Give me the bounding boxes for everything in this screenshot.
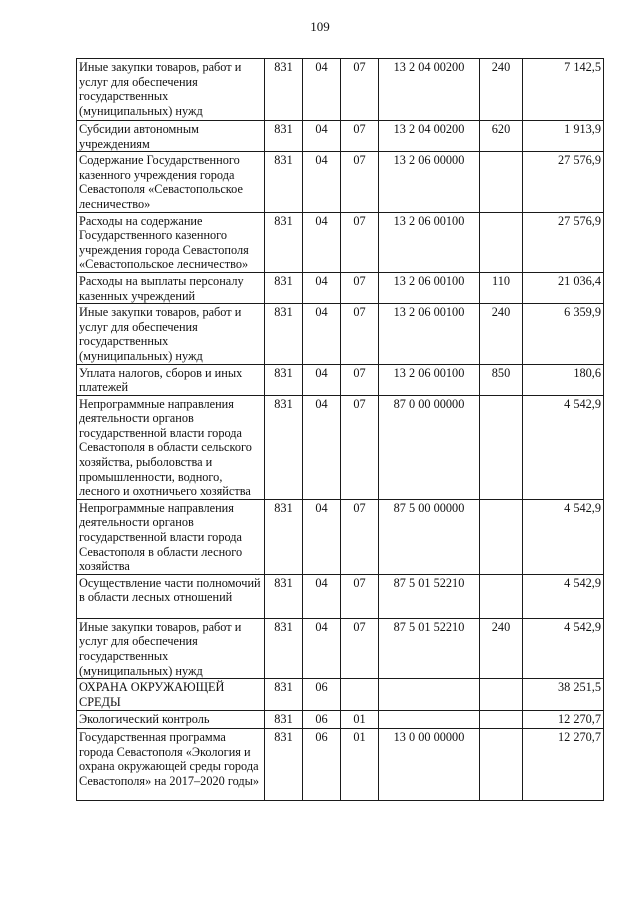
row-name: Непрограммные направления деятельности органов государственной власти города Севастополя в области сельского хозяйства, рыболовства и промышленности, водного, лесного и охотничьего хозяйства [77,395,265,499]
table-row [77,59,604,121]
row-amount: 1 913,9 [523,121,604,152]
row-subsection-code [341,679,379,711]
row-expense-type [480,395,523,499]
row-section-code: 04 [303,121,341,152]
row-subsection-code: 07 [341,618,379,678]
table-row [77,212,604,272]
table-row [77,574,604,618]
row-target-article: 13 2 06 00100 [379,304,480,364]
row-amount: 4 542,9 [523,395,604,499]
row-ministry-code: 831 [265,395,303,499]
row-target-article: 13 2 06 00100 [379,364,480,395]
row-ministry-code: 831 [265,618,303,678]
table-row [77,729,604,801]
row-expense-type: 620 [480,121,523,152]
row-expense-type [480,499,523,574]
row-ministry-code: 831 [265,574,303,618]
row-name: Расходы на выплаты персоналу казенных учреждений [77,272,265,303]
row-name: Иные закупки товаров, работ и услуг для обеспечения государственных (муниципальных) нужд [77,618,265,678]
row-section-code: 04 [303,59,341,121]
table-row [77,395,604,499]
row-section-code: 06 [303,679,341,711]
row-amount: 12 270,7 [523,729,604,801]
row-subsection-code: 01 [341,729,379,801]
row-section-code: 04 [303,395,341,499]
row-subsection-code: 07 [341,212,379,272]
page-number: 109 [310,19,330,34]
row-subsection-code: 07 [341,121,379,152]
row-name: Иные закупки товаров, работ и услуг для обеспечения государственных (муниципальных) нужд [77,304,265,364]
row-amount: 6 359,9 [523,304,604,364]
row-subsection-code: 01 [341,711,379,729]
table-row [77,121,604,152]
row-target-article: 87 5 01 52210 [379,574,480,618]
table-row [77,499,604,574]
row-target-article: 87 0 00 00000 [379,395,480,499]
row-section-code: 04 [303,304,341,364]
row-name: Расходы на содержание Государственного казенного учреждения города Севастополя «Севастопольское лесничество» [77,212,265,272]
row-ministry-code: 831 [265,152,303,212]
row-target-article: 87 5 01 52210 [379,618,480,678]
row-ministry-code: 831 [265,272,303,303]
table-row [77,711,604,729]
row-target-article: 13 2 06 00100 [379,272,480,303]
row-amount: 12 270,7 [523,711,604,729]
row-name: Субсидии автономным учреждениям [77,121,265,152]
table-row [77,679,604,711]
row-expense-type: 240 [480,304,523,364]
row-amount: 21 036,4 [523,272,604,303]
row-expense-type: 240 [480,59,523,121]
row-amount: 27 576,9 [523,152,604,212]
budget-table [76,58,604,801]
row-name: Экологический контроль [77,711,265,729]
row-section-code: 06 [303,711,341,729]
row-target-article: 13 2 04 00200 [379,121,480,152]
row-expense-type [480,711,523,729]
row-section-code: 04 [303,152,341,212]
row-expense-type [480,152,523,212]
row-name: Уплата налогов, сборов и иных платежей [77,364,265,395]
row-section-code: 06 [303,729,341,801]
row-subsection-code: 07 [341,499,379,574]
row-amount: 4 542,9 [523,618,604,678]
row-amount: 27 576,9 [523,212,604,272]
row-amount: 180,6 [523,364,604,395]
row-expense-type: 240 [480,618,523,678]
row-amount: 4 542,9 [523,574,604,618]
row-section-code: 04 [303,364,341,395]
row-ministry-code: 831 [265,499,303,574]
row-target-article: 13 2 06 00000 [379,152,480,212]
row-name: ОХРАНА ОКРУЖАЮЩЕЙ СРЕДЫ [77,679,265,711]
row-subsection-code: 07 [341,364,379,395]
row-ministry-code: 831 [265,711,303,729]
row-ministry-code: 831 [265,304,303,364]
row-name: Государственная программа города Севастополя «Экология и охрана окружающей среды города Севастополя» на 2017–2020 годы» [77,729,265,801]
row-subsection-code: 07 [341,59,379,121]
row-ministry-code: 831 [265,729,303,801]
table-row [77,152,604,212]
row-ministry-code: 831 [265,59,303,121]
row-name: Непрограммные направления деятельности органов государственной власти города Севастополя в области лесного хозяйства [77,499,265,574]
row-subsection-code: 07 [341,574,379,618]
row-name: Содержание Государственного казенного учреждения города Севастополя «Севастопольское лесничество» [77,152,265,212]
row-section-code: 04 [303,272,341,303]
row-ministry-code: 831 [265,212,303,272]
row-section-code: 04 [303,618,341,678]
table-row [77,364,604,395]
row-section-code: 04 [303,574,341,618]
row-expense-type [480,212,523,272]
row-section-code: 04 [303,499,341,574]
row-amount: 7 142,5 [523,59,604,121]
row-target-article: 13 0 00 00000 [379,729,480,801]
table-row [77,272,604,303]
table-row [77,304,604,364]
row-ministry-code: 831 [265,121,303,152]
row-expense-type: 110 [480,272,523,303]
row-target-article [379,679,480,711]
row-ministry-code: 831 [265,679,303,711]
row-target-article: 13 2 04 00200 [379,59,480,121]
row-expense-type: 850 [480,364,523,395]
row-subsection-code: 07 [341,152,379,212]
row-name: Иные закупки товаров, работ и услуг для обеспечения государственных (муниципальных) нужд [77,59,265,121]
table-row [77,618,604,678]
row-section-code: 04 [303,212,341,272]
row-expense-type [480,729,523,801]
row-subsection-code: 07 [341,304,379,364]
row-amount: 4 542,9 [523,499,604,574]
row-amount: 38 251,5 [523,679,604,711]
row-ministry-code: 831 [265,364,303,395]
row-subsection-code: 07 [341,272,379,303]
row-target-article: 87 5 00 00000 [379,499,480,574]
row-target-article [379,711,480,729]
row-expense-type [480,679,523,711]
row-expense-type [480,574,523,618]
row-subsection-code: 07 [341,395,379,499]
row-target-article: 13 2 06 00100 [379,212,480,272]
row-name: Осуществление части полномочий в области лесных отношений [77,574,265,618]
